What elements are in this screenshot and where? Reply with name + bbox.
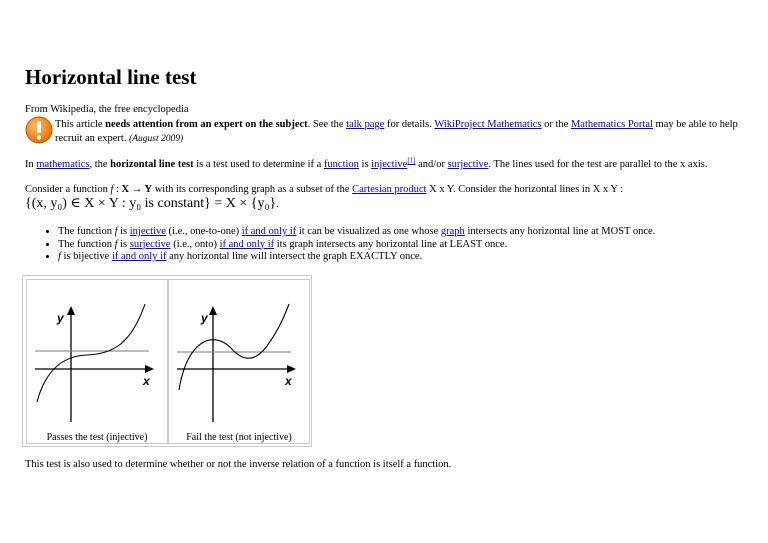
citation-link[interactable]: [1] [407, 156, 416, 165]
iff-link-1[interactable]: if and only if [241, 226, 297, 237]
injective-link-2[interactable]: injective [129, 226, 166, 237]
not-injective-graph-image [173, 290, 305, 430]
formula: {(x, y₀) ∈ X × Y : y₀ is constant} = X × {y₀}. [25, 196, 279, 211]
closing-paragraph: This test is also used to determine whether or not the inverse relation of a function is itself a function. [25, 459, 452, 470]
notice-text: This article needs attention from an expert on the subject. See the talk page for details. WikiProject Mathematics or the Mathematics Portal may be able to help recruit an expert. (August 2009) [55, 119, 738, 144]
consider-paragraph: Consider a function f : X → Y with its corresponding graph as a subset of the Cartesian product X x Y. Consider the horizontal lines in X x Y : [25, 184, 624, 195]
list-item: • The function f is surjective (i.e., onto) if and only if its graph intersects any horizontal line at LEAST once. [58, 239, 758, 252]
injective-graph-image [31, 290, 163, 430]
page-title: Horizontal line test [25, 65, 197, 89]
x-axis-label: x [285, 374, 292, 388]
x-axis-label: x [143, 374, 150, 388]
surjective-link[interactable]: surjective [447, 159, 489, 170]
intro-paragraph: In mathematics, the horizontal line test is a test used to determine if a function is injective[1] and/or surjective. The lines used for the test are parallel to the x axis. [25, 156, 708, 170]
iff-link-2[interactable]: if and only if [219, 238, 275, 250]
image-gallery [22, 275, 312, 447]
mathematics-link[interactable]: mathematics [36, 159, 90, 170]
gallery-caption: Passes the test (injective) [46, 432, 148, 443]
function-link[interactable]: function [323, 159, 359, 170]
wikiproject-mathematics-link[interactable]: WikiProject Mathematics [434, 119, 542, 130]
iff-link-3[interactable]: if and only if [111, 251, 167, 262]
graph-link[interactable]: graph [440, 226, 465, 237]
site-subtitle: From Wikipedia, the free encyclopedia [25, 104, 189, 115]
warning-icon [25, 116, 53, 144]
list-item: • f is bijective if and only if any horizontal line will intersect the graph EXACTLY once. [58, 251, 758, 264]
gallery-caption: Fail the test (not injective) [186, 432, 292, 443]
y-axis-label: y [57, 311, 64, 325]
gallery-item-not-injective[interactable] [168, 279, 310, 444]
mapping: X → Y [121, 184, 153, 195]
mathematics-portal-link[interactable]: Mathematics Portal [570, 119, 653, 130]
surjective-link-2[interactable]: surjective [129, 238, 171, 250]
bullet-list [44, 226, 758, 264]
term-bold: horizontal line test [110, 159, 194, 170]
notice-date: (August 2009) [129, 134, 184, 144]
cartesian-product-link[interactable]: Cartesian product [352, 184, 427, 195]
y-axis-label: y [201, 311, 208, 325]
gallery-item-injective[interactable] [26, 279, 168, 444]
notice-bold: needs attention from an expert on the subject [105, 119, 308, 130]
list-item: • The function f is injective (i.e., one-to-one) if and only if it can be visualized as one whose graph intersects any horizontal line at MOST once. [58, 226, 758, 239]
talk-page-link[interactable]: talk page [346, 119, 385, 130]
injective-link[interactable]: injective [371, 159, 408, 170]
